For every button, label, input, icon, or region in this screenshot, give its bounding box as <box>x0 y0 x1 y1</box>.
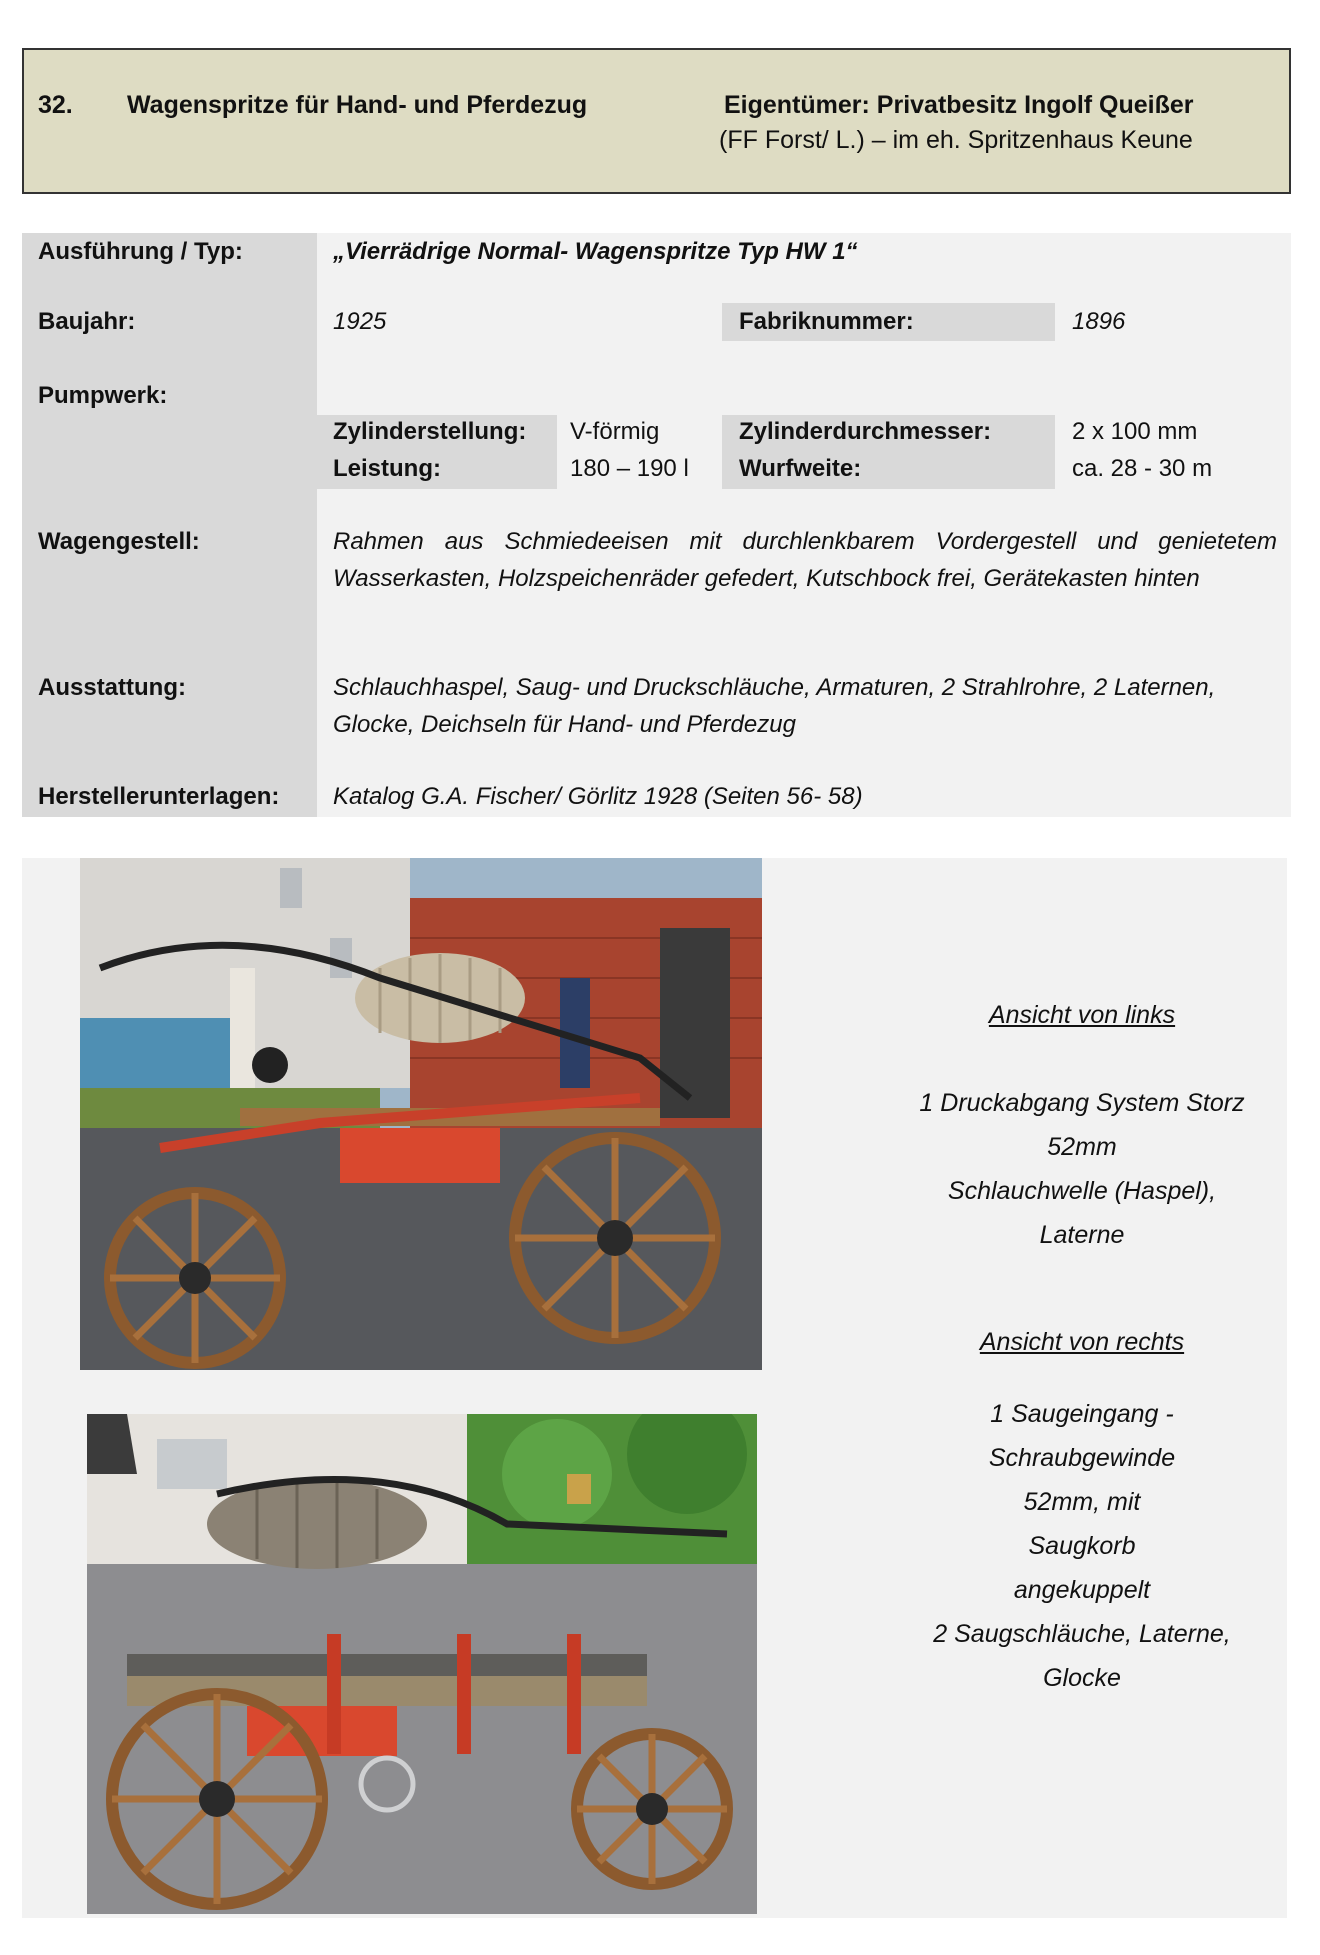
header-box <box>22 48 1291 194</box>
caption-left-line: Schlauchwelle (Haspel), <box>947 1177 1217 1205</box>
docs-value: Katalog G.A. Fischer/ Görlitz 1928 (Seiten 56- 58) <box>333 783 863 810</box>
caption-right-title: Ansicht von rechts <box>979 1328 1185 1356</box>
caption-right-view <box>857 1320 1307 1700</box>
photo-panel <box>22 858 1287 1918</box>
type-label: Ausführung / Typ: <box>38 238 243 265</box>
frame-label: Wagengestell: <box>38 528 200 555</box>
fire-cart-right-illustration <box>87 1414 757 1914</box>
output-label: Leistung: <box>333 455 441 482</box>
spec-table <box>22 233 1291 817</box>
caption-left-line: Laterne <box>1039 1221 1125 1249</box>
caption-right-line: angekuppelt <box>1013 1576 1151 1604</box>
cyl-arrangement-value: V-förmig <box>570 418 660 445</box>
caption-right-line: 2 Saugschläuche, Laterne, <box>933 1620 1231 1648</box>
fire-cart-left-illustration <box>80 858 762 1370</box>
photo-left-view <box>80 858 762 1370</box>
entry-number: 32. <box>38 91 73 119</box>
year-value: 1925 <box>333 308 387 335</box>
pump-label: Pumpwerk: <box>38 382 168 409</box>
range-label: Wurfweite: <box>739 455 862 482</box>
caption-left-line: 52mm <box>1047 1133 1117 1161</box>
cyl-diameter-value: 2 x 100 mm <box>1072 418 1198 445</box>
caption-right-line: Saugkorb <box>1028 1532 1136 1560</box>
serial-value: 1896 <box>1072 308 1126 335</box>
caption-left-view <box>857 993 1307 1257</box>
year-label: Baujahr: <box>38 308 136 335</box>
owner-line: Eigentümer: Privatbesitz Ingolf Queißer <box>724 91 1194 119</box>
entry-title: Wagenspritze für Hand- und Pferdezug <box>127 91 588 119</box>
caption-right-line: 1 Saugeingang - <box>990 1400 1174 1428</box>
cyl-diameter-label: Zylinderdurchmesser: <box>739 418 992 445</box>
caption-left-title: Ansicht von links <box>988 1001 1176 1029</box>
docs-label: Herstellerunterlagen: <box>38 783 280 810</box>
frame-value: Rahmen aus Schmiedeeisen mit durchlenkbarem Vordergestell und genietetem Wasserkasten, Holzspeichenräder gefedert, Kutschbock frei, Gerätekasten hinten <box>333 528 1277 592</box>
caption-right-line: Schraubgewinde <box>988 1444 1176 1472</box>
output-value: 180 – 190 l <box>570 455 689 482</box>
equipment-value: Schlauchhaspel, Saug- und Druckschläuche, Armaturen, 2 Strahlrohre, 2 Laternen, Glocke, Deichseln für Hand- und Pferdezug <box>333 674 1216 738</box>
caption-left-line: 1 Druckabgang System Storz <box>919 1089 1245 1117</box>
serial-label: Fabriknummer: <box>739 308 914 335</box>
range-value: ca. 28 - 30 m <box>1072 455 1213 482</box>
type-value: „Vierrädrige Normal- Wagenspritze Typ HW 1“ <box>333 238 858 265</box>
caption-right-line: 52mm, mit <box>1023 1488 1141 1516</box>
photo-right-view <box>87 1414 757 1914</box>
location-line: (FF Forst/ L.) – im eh. Spritzenhaus Keune <box>719 126 1193 154</box>
cyl-arrangement-label: Zylinderstellung: <box>333 418 527 445</box>
equipment-label: Ausstattung: <box>38 674 186 701</box>
caption-right-line: Glocke <box>1043 1664 1121 1692</box>
